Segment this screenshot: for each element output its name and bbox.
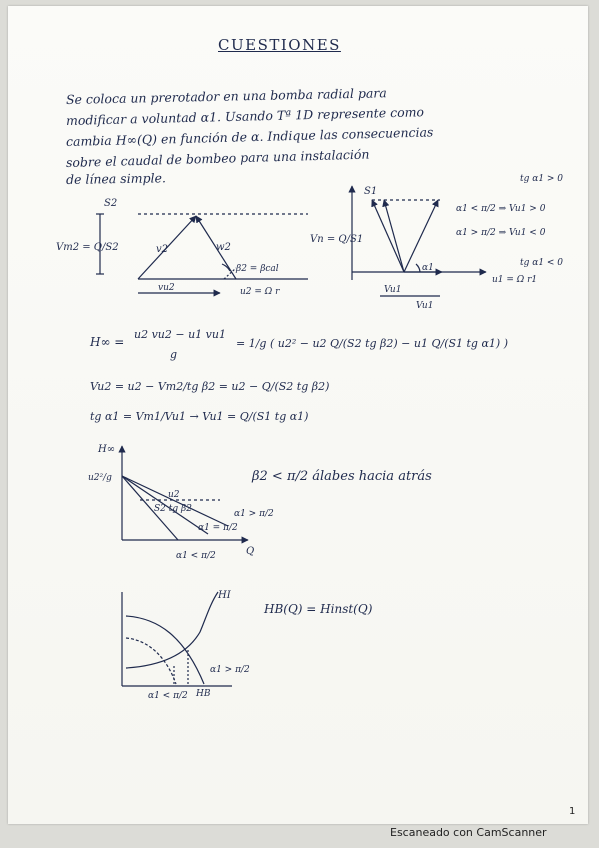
vm2-label: Vm2 = Q/S2 [56, 242, 119, 253]
vn-label: Vn = Q/S1 [310, 234, 364, 245]
pump-curve-alpha-less [126, 638, 176, 684]
v2-label: v2 [156, 244, 169, 255]
question-line-4: sobre el caudal de bombeo para una instalación [65, 146, 370, 170]
euler-head-numerator: u2 vu2 − u1 vu1 [134, 328, 226, 341]
vu2-equation: Vu2 = u2 − Vm2/tg β2 = u2 − Q/(S2 tg β2) [90, 380, 330, 393]
scanned-page [8, 6, 588, 824]
question-line-2: modificar a voluntad α1. Usando Tª 1D represente como [65, 104, 425, 128]
line-alpha-greater [122, 476, 228, 526]
question-line-3: cambia H∞(Q) en función de α. Indique las consecuencias [65, 124, 434, 149]
vu1-label-top: Vu1 [384, 285, 402, 295]
v1-vector-backward [372, 200, 404, 272]
euler-head-denominator: g [170, 348, 178, 361]
beta2-label: β2 = βcal [236, 264, 279, 274]
v1-vector-radial [384, 200, 404, 272]
graph2-alpha-greater: α1 > π/2 [210, 665, 250, 675]
pump-curve-alpha-greater [126, 616, 204, 684]
question-line-5: de línea simple. [65, 170, 167, 187]
condition-alpha-greater: α1 > π/2 ⇒ Vu1 < 0 [456, 228, 546, 238]
inlet-velocity-triangles [352, 186, 486, 296]
alpha-less-label: α1 < π/2 [176, 551, 216, 561]
alpha1-arc [416, 264, 420, 272]
euler-head-expansion: = 1/g ( u2² − u2 Q/(S2 tg β2) − u1 Q/(S1 tg α1) ) [236, 337, 508, 350]
s1-label: S1 [364, 186, 378, 197]
outlet-velocity-triangle [96, 214, 308, 293]
vu2-label: vu2 [158, 283, 175, 293]
hand-drawn-figures [8, 6, 588, 824]
page-number: 1 [569, 806, 576, 817]
condition-tg-negative: tg α1 < 0 [520, 258, 564, 268]
question-line-1: Se coloca un prerotador en una bomba radial para [65, 85, 387, 107]
graph1-x-label: Q [246, 546, 255, 557]
backward-blades-note: β2 < π/2 álabes hacia atrás [252, 469, 432, 484]
euler-head-lhs: H∞ = [90, 335, 125, 349]
graph2-y-label: HI [218, 590, 231, 601]
operating-point-note: HB(Q) = Hinst(Q) [264, 602, 373, 616]
page-title: CUESTIONES [218, 36, 341, 54]
alpha1-label: α1 [422, 263, 434, 273]
system-curve [126, 592, 218, 668]
slope-denominator: S2 tg β2 [154, 504, 192, 514]
graph2-alpha-less: α1 < π/2 [148, 691, 188, 701]
alpha-greater-label: α1 > π/2 [234, 509, 274, 519]
w2-label: w2 [216, 242, 231, 253]
u2-label: u2 = Ω r [240, 287, 280, 297]
condition-tg-positive: tg α1 > 0 [520, 174, 564, 184]
graph1-y-intercept: u2²/g [88, 473, 112, 483]
graph1-y-label: H∞ [98, 444, 116, 455]
slope-numerator: u2 [168, 490, 180, 500]
w1-vector [404, 200, 438, 272]
vu1-equation: tg α1 = Vm1/Vu1 → Vu1 = Q/(S1 tg α1) [90, 410, 309, 423]
s2-label: S2 [104, 198, 118, 209]
u1-label: u1 = Ω r1 [492, 275, 538, 285]
graph2-x-label: HB [196, 689, 211, 699]
alpha-equal-label: α1 = π/2 [198, 523, 238, 533]
condition-alpha-less: α1 < π/2 ⇒ Vu1 > 0 [456, 204, 546, 214]
vu1-label-bottom: Vu1 [416, 301, 434, 311]
scanner-watermark: Escaneado con CamScanner [390, 826, 547, 839]
